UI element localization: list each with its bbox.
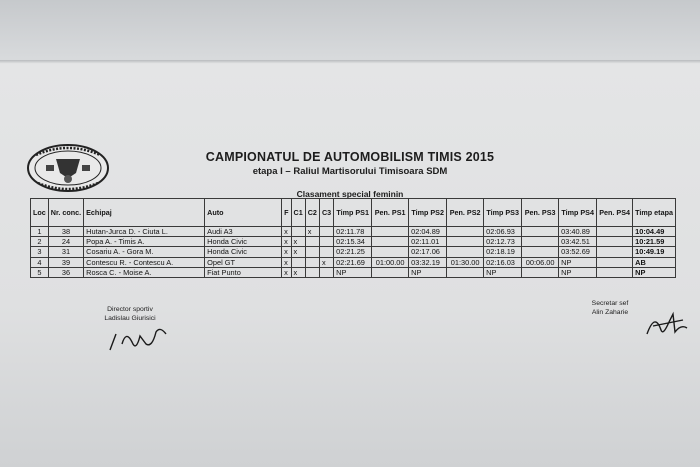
col-header: Timp PS1	[334, 199, 372, 227]
cell-c1: x	[291, 267, 305, 277]
cell-c2	[305, 237, 319, 247]
signature-director	[70, 306, 190, 323]
cell-c1: x	[291, 247, 305, 257]
cell-p3	[522, 247, 559, 257]
cell-p4	[597, 237, 633, 247]
col-header: F	[282, 199, 291, 227]
cell-c3	[319, 227, 333, 237]
cell-t2: 02:04.89	[409, 227, 447, 237]
table-row	[31, 247, 676, 257]
table-row	[31, 227, 676, 237]
cell-c2: x	[305, 227, 319, 237]
cell-p1	[372, 227, 409, 237]
cell-p2	[447, 267, 484, 277]
cell-total: 10:21.59	[633, 237, 676, 247]
col-header: Loc	[31, 199, 49, 227]
cell-c2	[305, 247, 319, 257]
cell-c1: x	[291, 237, 305, 247]
document-subtitle: etapa I – Raliul Martisorului Timisoara SDM	[252, 166, 448, 177]
cell-p3	[522, 237, 559, 247]
cell-p3: 00:06.00	[522, 257, 559, 267]
results-table	[30, 198, 676, 278]
col-header: Pen. PS1	[372, 199, 409, 227]
col-header: Timp PS3	[484, 199, 522, 227]
table-row	[31, 267, 676, 277]
cell-p3	[522, 227, 559, 237]
director-role: Director sportiv	[107, 306, 153, 313]
cell-total: 10:49.19	[633, 247, 676, 257]
cell-p4	[597, 257, 633, 267]
cell-c3	[319, 247, 333, 257]
col-header: C3	[319, 199, 333, 227]
col-header: Timp etapa	[633, 199, 676, 227]
cell-c3: x	[319, 257, 333, 267]
cell-nr: 31	[48, 247, 83, 257]
cell-echipaj: Rosca C. - Moise A.	[84, 267, 205, 277]
cell-p1	[372, 267, 409, 277]
cell-t3: 02:16.03	[484, 257, 522, 267]
cell-t1: 02:15.34	[334, 237, 372, 247]
secretary-signature-scribble	[643, 306, 693, 340]
col-header: Echipaj	[84, 199, 205, 227]
col-header: C2	[305, 199, 319, 227]
cell-loc: 5	[31, 267, 49, 277]
championship-logo	[26, 143, 110, 193]
cell-nr: 39	[48, 257, 83, 267]
cell-p1: 01:00.00	[372, 257, 409, 267]
col-header: Pen. PS2	[447, 199, 484, 227]
cell-f: x	[282, 227, 291, 237]
cell-c2	[305, 267, 319, 277]
cell-f: x	[282, 257, 291, 267]
cell-total: 10:04.49	[633, 227, 676, 237]
cell-p4	[597, 247, 633, 257]
cell-p1	[372, 247, 409, 257]
col-header: Timp PS2	[409, 199, 447, 227]
cell-t3: 02:06.93	[484, 227, 522, 237]
cell-p2: 01:30.00	[447, 257, 484, 267]
cell-c3	[319, 267, 333, 277]
cell-t3: 02:12.73	[484, 237, 522, 247]
cell-c1	[291, 227, 305, 237]
cell-t4: NP	[559, 267, 597, 277]
cell-auto: Opel GT	[205, 257, 282, 267]
table-row	[31, 257, 676, 267]
cell-c3	[319, 237, 333, 247]
director-signature-scribble	[108, 322, 172, 354]
cell-auto: Audi A3	[205, 227, 282, 237]
table-caption: Clasament special feminin	[296, 189, 404, 199]
cell-total: NP	[633, 267, 676, 277]
secretary-name: Alin Zaharie	[591, 308, 629, 316]
cell-total: AB	[633, 257, 676, 267]
cell-f: x	[282, 267, 291, 277]
table-row	[31, 237, 676, 247]
cell-loc: 3	[31, 247, 49, 257]
cell-t2: 03:32.19	[409, 257, 447, 267]
cell-nr: 24	[48, 237, 83, 247]
cell-auto: Honda Civic	[205, 237, 282, 247]
cell-echipaj: Popa A. - Timis A.	[84, 237, 205, 247]
cell-t1: NP	[334, 267, 372, 277]
col-header: Timp PS4	[559, 199, 597, 227]
cell-t1: 02:11.78	[334, 227, 372, 237]
col-header: Pen. PS3	[522, 199, 559, 227]
cell-auto: Honda Civic	[205, 247, 282, 257]
cell-p4	[597, 227, 633, 237]
cell-t1: 02:21.25	[334, 247, 372, 257]
col-header: Nr. conc.	[48, 199, 83, 227]
cell-loc: 4	[31, 257, 49, 267]
cell-t1: 02:21.69	[334, 257, 372, 267]
cell-t2: 02:11.01	[409, 237, 447, 247]
cell-loc: 1	[31, 227, 49, 237]
cell-t4: NP	[559, 257, 597, 267]
cell-t3: 02:18.19	[484, 247, 522, 257]
col-header: C1	[291, 199, 305, 227]
col-header: Auto	[205, 199, 282, 227]
secretary-role: Secretar sef	[591, 300, 629, 307]
cell-p2	[447, 237, 484, 247]
cell-c2	[305, 257, 319, 267]
cell-t2: 02:17.06	[409, 247, 447, 257]
cell-echipaj: Cosariu A. - Gora M.	[84, 247, 205, 257]
background-top	[0, 0, 700, 62]
cell-p3	[522, 267, 559, 277]
cell-t4: 03:42.51	[559, 237, 597, 247]
cell-c1	[291, 257, 305, 267]
cell-echipaj: Contescu R. - Contescu A.	[84, 257, 205, 267]
cell-nr: 36	[48, 267, 83, 277]
cell-t4: 03:40.89	[559, 227, 597, 237]
cell-auto: Fiat Punto	[205, 267, 282, 277]
col-header: Pen. PS4	[597, 199, 633, 227]
director-name: Ladislau Giurisici	[104, 314, 156, 322]
cell-p1	[372, 237, 409, 247]
cell-f: x	[282, 247, 291, 257]
cell-p2	[447, 227, 484, 237]
document-title: CAMPIONATUL DE AUTOMOBILISM TIMIS 2015	[205, 150, 495, 164]
results-body	[31, 227, 676, 278]
cell-nr: 38	[48, 227, 83, 237]
cell-loc: 2	[31, 237, 49, 247]
cell-p2	[447, 247, 484, 257]
cell-p4	[597, 267, 633, 277]
cell-f: x	[282, 237, 291, 247]
cell-t3: NP	[484, 267, 522, 277]
cell-t2: NP	[409, 267, 447, 277]
cell-echipaj: Hutan-Jurca D. - Ciuta L.	[84, 227, 205, 237]
table-header-row	[31, 199, 676, 227]
cell-t4: 03:52.69	[559, 247, 597, 257]
